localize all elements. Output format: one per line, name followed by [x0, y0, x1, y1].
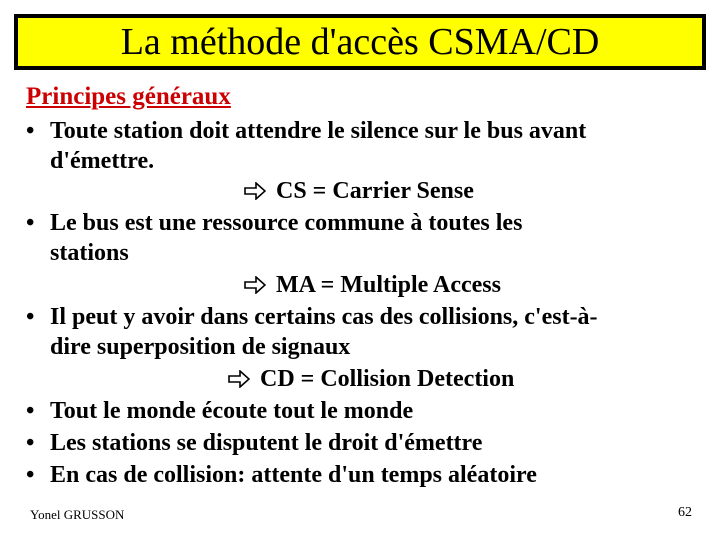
- sub-item-label: MA = Multiple Access: [276, 272, 501, 298]
- bullet-line: Les stations se disputent le droit d'émettre: [50, 430, 483, 456]
- bullet-line: Toute station doit attendre le silence sur le bus avant: [50, 118, 587, 144]
- bullet-symbol: •: [26, 304, 35, 330]
- bullet-item: [26, 460, 537, 490]
- bullet-item: [26, 116, 586, 176]
- outline-arrow-right-icon: [244, 276, 266, 294]
- title-box: [14, 14, 706, 70]
- section-heading: Principes généraux: [26, 83, 231, 110]
- sub-item-label: CD = Collision Detection: [260, 366, 515, 392]
- sub-item-multiple-access: [244, 270, 501, 300]
- bullet-item: [26, 302, 598, 362]
- bullet-line: Tout le monde écoute tout le monde: [50, 398, 414, 424]
- slide-title: La méthode d'accès CSMA/CD: [120, 21, 600, 63]
- bullet-line: Il peut y avoir dans certains cas des collisions, c'est-à-: [50, 304, 598, 330]
- bullet-symbol: •: [26, 118, 35, 144]
- bullet-line: d'émettre.: [50, 148, 155, 174]
- bullet-item: [26, 208, 522, 268]
- sub-item-carrier-sense: [244, 176, 474, 206]
- outline-arrow-right-icon: [228, 370, 250, 388]
- bullet-item: [26, 428, 482, 458]
- bullet-symbol: •: [26, 398, 35, 424]
- footer-author: Yonel GRUSSON: [30, 507, 125, 522]
- bullet-symbol: •: [26, 462, 35, 488]
- bullet-line: dire superposition de signaux: [50, 334, 351, 360]
- sub-item-collision-detection: [228, 364, 514, 394]
- page-number: 62: [678, 505, 692, 520]
- bullet-item: [26, 396, 413, 426]
- outline-arrow-right-icon: [244, 182, 266, 200]
- bullet-line: stations: [50, 240, 129, 266]
- bullet-line: Le bus est une ressource commune à toutes les: [50, 210, 523, 236]
- bullet-symbol: •: [26, 210, 35, 236]
- bullet-line: En cas de collision: attente d'un temps aléatoire: [50, 462, 537, 488]
- sub-item-label: CS = Carrier Sense: [276, 178, 474, 204]
- bullet-symbol: •: [26, 430, 35, 456]
